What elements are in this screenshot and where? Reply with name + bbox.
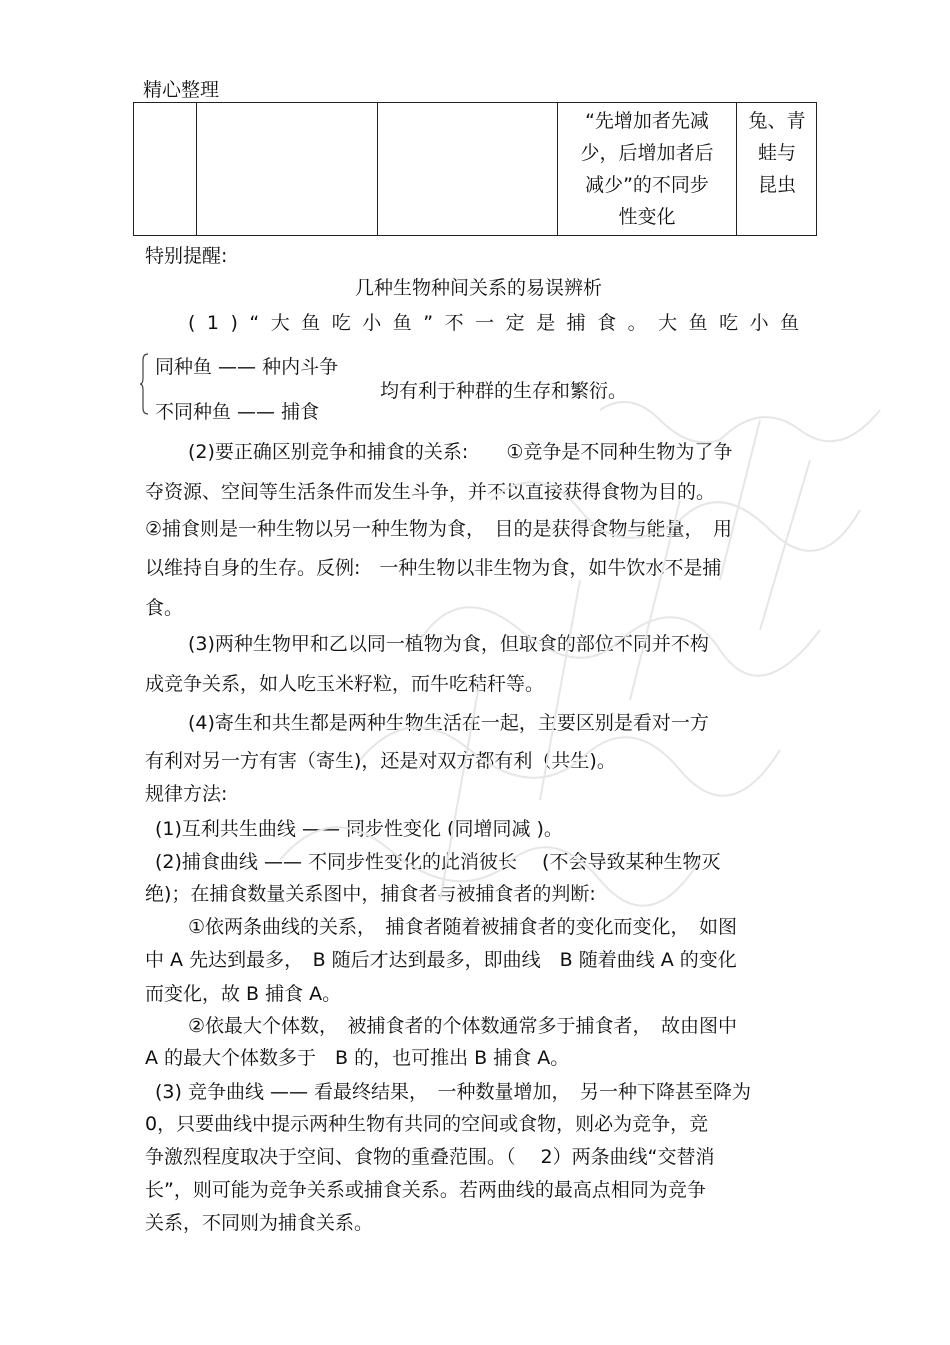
paragraph-line: (2)要正确区别竞争和捕食的关系: ①竞争是不同种生物为了争 — [188, 441, 733, 463]
table-cell-change-pattern — [558, 105, 736, 233]
page-header-title: 精心整理 — [143, 79, 220, 101]
paragraph-line: ①依两条曲线的关系， 捕食者随着被捕食者的变化而变化， 如图 — [188, 916, 738, 938]
section-title-methods: 规律方法: — [145, 783, 228, 805]
paragraph-line: 以维持自身的生存。反例: 一种生物以非生物为食，如牛饮水不是捕 — [145, 557, 722, 579]
cell-line: 性变化 — [618, 206, 676, 228]
paragraph-line: (2)捕食曲线 —— 不同步性变化的此消彼长 (不会导致某种生物灭 — [155, 851, 721, 873]
paragraph-line: 长”，则可能为竞争关系或捕食关系。若两曲线的最高点相同为竞争 — [145, 1179, 706, 1201]
paragraph-line: 关系，不同则为捕食关系。 — [145, 1212, 374, 1234]
paragraph-line: 中 A 先达到最多， B 随后才达到最多，即曲线 B 随着曲线 A 的变化 — [145, 949, 737, 971]
data-table — [133, 102, 817, 236]
paragraph-line: (4)寄生和共生都是两种生物生活在一起，主要区别是看对一方 — [188, 712, 709, 734]
paragraph-line: (3)两种生物甲和乙以同一植物为食，但取食的部位不同并不构 — [188, 633, 709, 655]
left-brace-icon — [140, 352, 150, 416]
table-cell-example — [737, 105, 817, 201]
paragraph-line: 夺资源、空间等生活条件而发生斗争，并不以直接获得食物为目的。 — [145, 481, 716, 503]
paragraph-line: 有利对另一方有害（寄生)，还是对双方都有利（共生)。 — [145, 750, 616, 772]
subtitle: 几种生物种间关系的易误辨析 — [355, 277, 603, 299]
paragraph-line: 争激烈程度取决于空间、食物的重叠范围。（ 2）两条曲线“交替消 — [145, 1146, 715, 1168]
paragraph-line: 食。 — [145, 597, 184, 619]
section-title-reminder: 特别提醒: — [145, 245, 228, 267]
cell-line: 蛙与 — [757, 142, 796, 164]
brace-item-same-species: 同种鱼 —— 种内斗争 — [155, 356, 339, 378]
paragraph-line: ②捕食则是一种生物以另一种生物为食， 目的是获得食物与能量， 用 — [145, 518, 733, 540]
paragraph-line: ②依最大个体数， 被捕食者的个体数通常多于捕食者， 故由图中 — [188, 1015, 738, 1037]
paragraph-line: A 的最大个体数多于 B 的，也可推出 B 捕食 A。 — [145, 1047, 570, 1069]
paragraph-line: (3) 竞争曲线 —— 看最终结果， 一种数量增加， 另一种下降甚至降为 — [155, 1081, 752, 1103]
paragraph-line: 成竞争关系，如人吃玉米籽粒，而牛吃秸秆等。 — [145, 673, 545, 695]
paragraph-line: (1)“大鱼吃小鱼”不一定是捕食。大鱼吃小鱼 — [188, 312, 811, 334]
paragraph-line: 而变化，故 B 捕食 A。 — [145, 983, 342, 1005]
table-divider — [377, 103, 378, 235]
table-divider — [196, 103, 197, 235]
paragraph-line: (1)互利共生曲线 —— 同步性变化 (同增同减 )。 — [155, 818, 563, 840]
paragraph-line: 绝)；在捕食数量关系图中，捕食者与被捕食者的判断: — [145, 883, 596, 905]
paragraph-line: 0，只要曲线中提示两种生物有共同的空间或食物，则必为竞争，竞 — [145, 1113, 709, 1135]
cell-line: 减少”的不同步 — [585, 174, 709, 196]
cell-line: “先增加者先减 — [585, 110, 709, 132]
brace-item-different-species: 不同种鱼 —— 捕食 — [155, 401, 320, 423]
cell-line: 少，后增加者后 — [580, 142, 714, 164]
brace-conclusion: 均有利于种群的生存和繁衍。 — [380, 380, 628, 402]
cell-line: 昆虫 — [757, 174, 796, 196]
cell-line: 兔、青 — [748, 110, 806, 132]
